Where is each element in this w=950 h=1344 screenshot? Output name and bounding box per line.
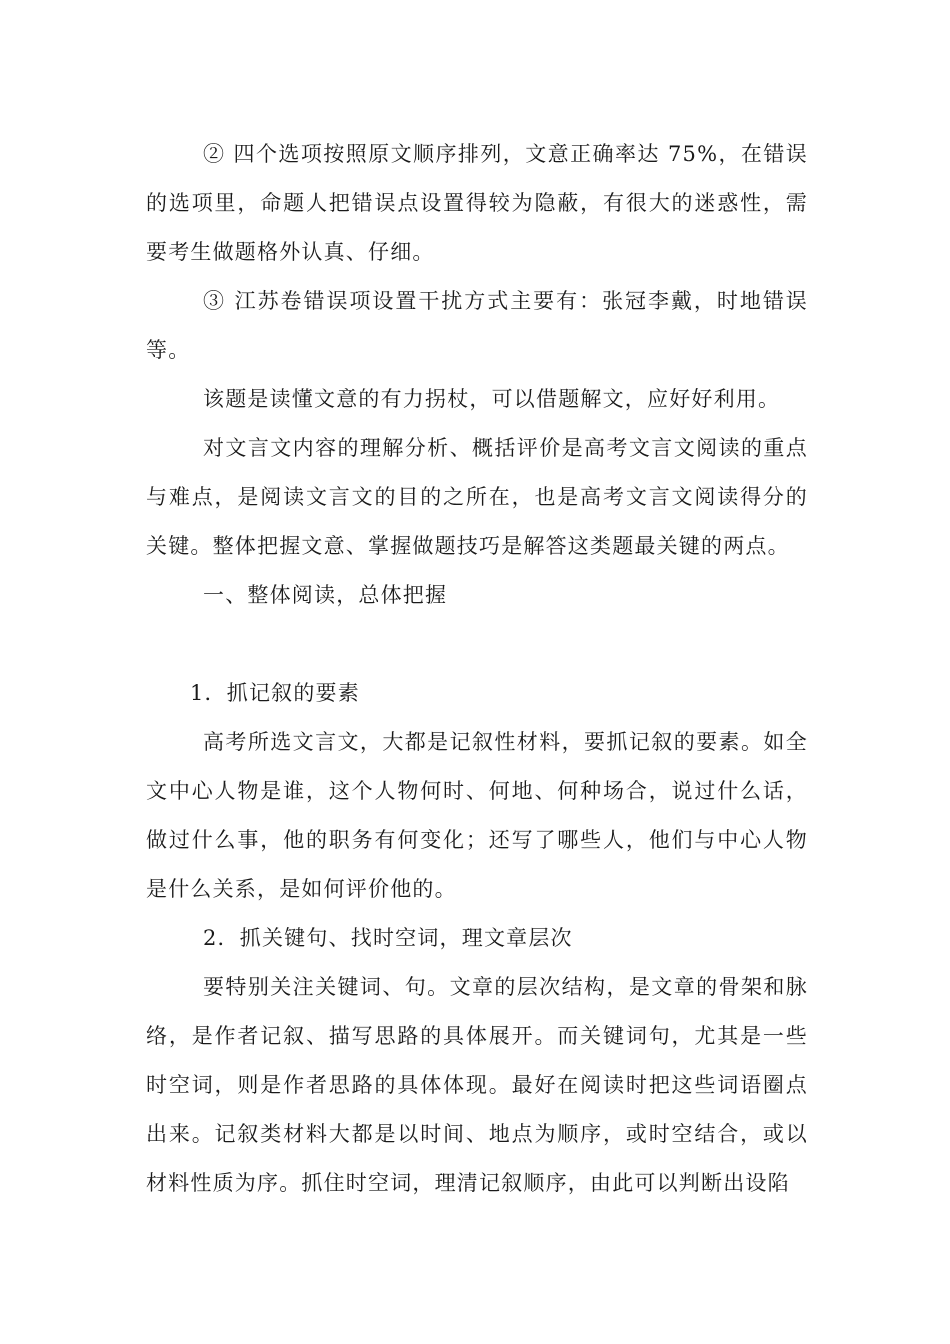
paragraph-key-difficulty: 对文言文内容的理解分析、概括评价是高考文言文阅读的重点与难点，是阅读文言文的目的之所在，也是高考文言文阅读得分的关键。整体把握文意、掌握做题技巧是解答这类题最关键的两点。 — [146, 436, 808, 558]
paragraph-option-order: ② 四个选项按照原文顺序排列，文意正确率达 75%，在错误的选项里，命题人把错误点设置得较为隐蔽，有很大的迷惑性，需要考生做题格外认真、仔细。 — [146, 142, 808, 264]
section-spacer — [146, 620, 808, 669]
paragraph-jiangsu-interference: ③ 江苏卷错误项设置干扰方式主要有：张冠李戴，时地错误等。 — [146, 289, 808, 362]
subheading-key-sentences: 2．抓关键句、找时空词，理文章层次 — [203, 926, 573, 950]
paragraph-key-sentences: 要特别关注关键词、句。文章的层次结构，是文章的骨架和脉络，是作者记叙、描写思路的具体展开。而关键词句，尤其是一些时空词，则是作者思路的具体体现。最好在阅读时把这些词语圈点出来。记叙类材料大都是以时间、地点为顺序，或时空结合，或以材料性质为序。抓住时空词，理清记叙顺序，由此可以判断出设陷 — [146, 975, 808, 1195]
document-body — [146, 130, 808, 1208]
paragraph-narrative-elements: 高考所选文言文，大都是记叙性材料，要抓记叙的要素。如全文中心人物是谁，这个人物何时、何地、何种场合，说过什么话，做过什么事，他的职务有何变化；还写了哪些人，他们与中心人物是什么关系，是如何评价他的。 — [146, 730, 808, 901]
subheading-narrative-elements: 1．抓记叙的要素 — [190, 681, 360, 705]
section-heading-overall-reading: 一、整体阅读，总体把握 — [203, 583, 448, 607]
paragraph-reading-aid: 该题是读懂文意的有力拐杖，可以借题解文，应好好利用。 — [203, 387, 781, 411]
